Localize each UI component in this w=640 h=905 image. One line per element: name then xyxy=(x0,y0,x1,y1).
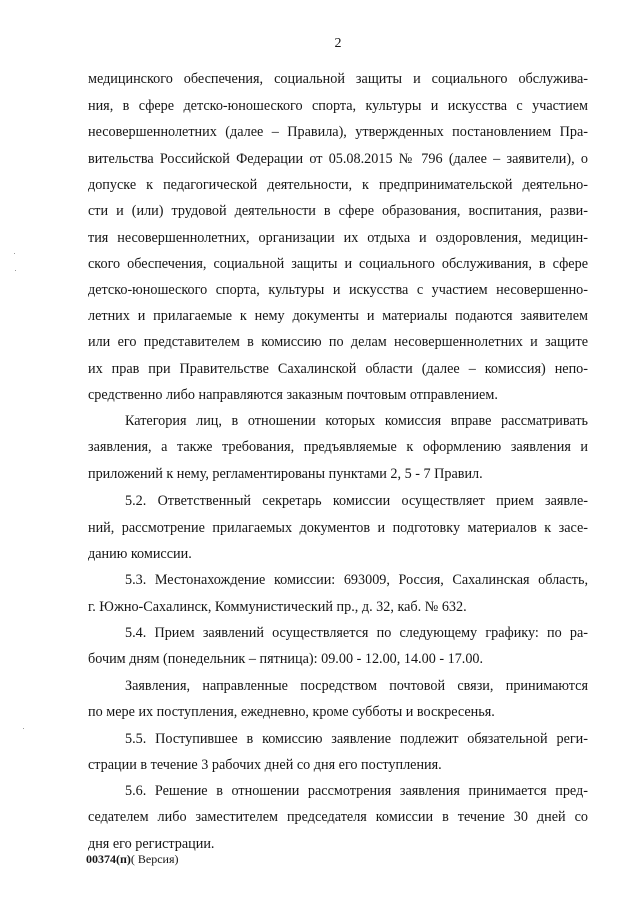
text-line: 5.5. Поступившее в комиссию заявление подлежит обязательной реги- xyxy=(125,731,588,747)
text-line: ского обеспечения, социальной защиты и социального обслуживания, в сфере xyxy=(88,256,588,272)
text-line: детско-юношеского спорта, культуры и искусства с участием несовершенно- xyxy=(88,282,588,298)
text-line: 5.6. Решение в отношении рассмотрения заявления принимается пред- xyxy=(125,783,588,799)
text-line: тия несовершеннолетних, организации их отдыха и оздоровления, медицин- xyxy=(88,230,588,246)
text-line: приложений к нему, регламентированы пунктами 2, 5 - 7 Правил. xyxy=(88,466,483,482)
text-line: 5.3. Местонахождение комиссии: 693009, Россия, Сахалинская область, xyxy=(125,572,588,588)
document-code: 00374(п) xyxy=(86,852,131,866)
text-line: сти и (или) трудовой деятельности в сфере образования, воспитания, разви- xyxy=(88,203,588,219)
text-line: несовершеннолетних (далее – Правила), утвержденных постановлением Пра- xyxy=(88,124,588,140)
text-line: заявления, а также требования, предъявляемые к оформлению заявления и xyxy=(88,439,588,455)
text-line: данию комиссии. xyxy=(88,546,192,562)
document-version: ( Версия) xyxy=(130,852,179,866)
text-line: седателем либо заместителем председателя комиссии в течение 30 дней со xyxy=(88,809,588,825)
scan-speck xyxy=(15,270,16,271)
text-line: или его представителем в комиссию по делам несовершеннолетних и защите xyxy=(88,334,588,350)
text-line: вительства Российской Федерации от 05.08.2015 № 796 (далее – заявители), о xyxy=(88,151,588,167)
text-line: 5.2. Ответственный секретарь комиссии осуществляет прием заявле- xyxy=(125,493,588,509)
text-line: медицинского обеспечения, социальной защиты и социального обслужива- xyxy=(88,71,588,87)
text-line: г. Южно-Сахалинск, Коммунистический пр., д. 32, каб. № 632. xyxy=(88,599,467,615)
text-line: летних и прилагаемые к нему документы и материалы подаются заявителем xyxy=(88,308,588,324)
text-line: бочим дням (понедельник – пятница): 09.00 - 12.00, 14.00 - 17.00. xyxy=(88,651,484,667)
text-line: по мере их поступления, ежедневно, кроме субботы и воскресенья. xyxy=(88,704,495,720)
document-footer xyxy=(86,852,179,867)
text-line: их прав при Правительстве Сахалинской области (далее – комиссия) непо- xyxy=(88,361,588,377)
text-line: ния, в сфере детско-юношеского спорта, культуры и искусства с участием xyxy=(88,98,588,114)
text-line: средственно либо направляются заказным почтовым отправлением. xyxy=(88,387,498,403)
text-line: допуске к педагогической деятельности, к предпринимательской деятельно- xyxy=(88,177,588,193)
text-line: ний, рассмотрение прилагаемых документов и подготовку материалов к засе- xyxy=(88,520,588,536)
text-line: Категория лиц, в отношении которых комиссия вправе рассматривать xyxy=(125,413,588,429)
text-line: 5.4. Прием заявлений осуществляется по следующему графику: по ра- xyxy=(125,625,588,641)
text-line: страции в течение 3 рабочих дней со дня его поступления. xyxy=(88,757,442,773)
text-line: Заявления, направленные посредством почтовой связи, принимаются xyxy=(125,678,588,694)
scan-speck xyxy=(23,728,24,729)
page-number: 2 xyxy=(334,36,342,51)
scan-speck xyxy=(14,253,15,254)
text-line: дня его регистрации. xyxy=(88,836,215,852)
